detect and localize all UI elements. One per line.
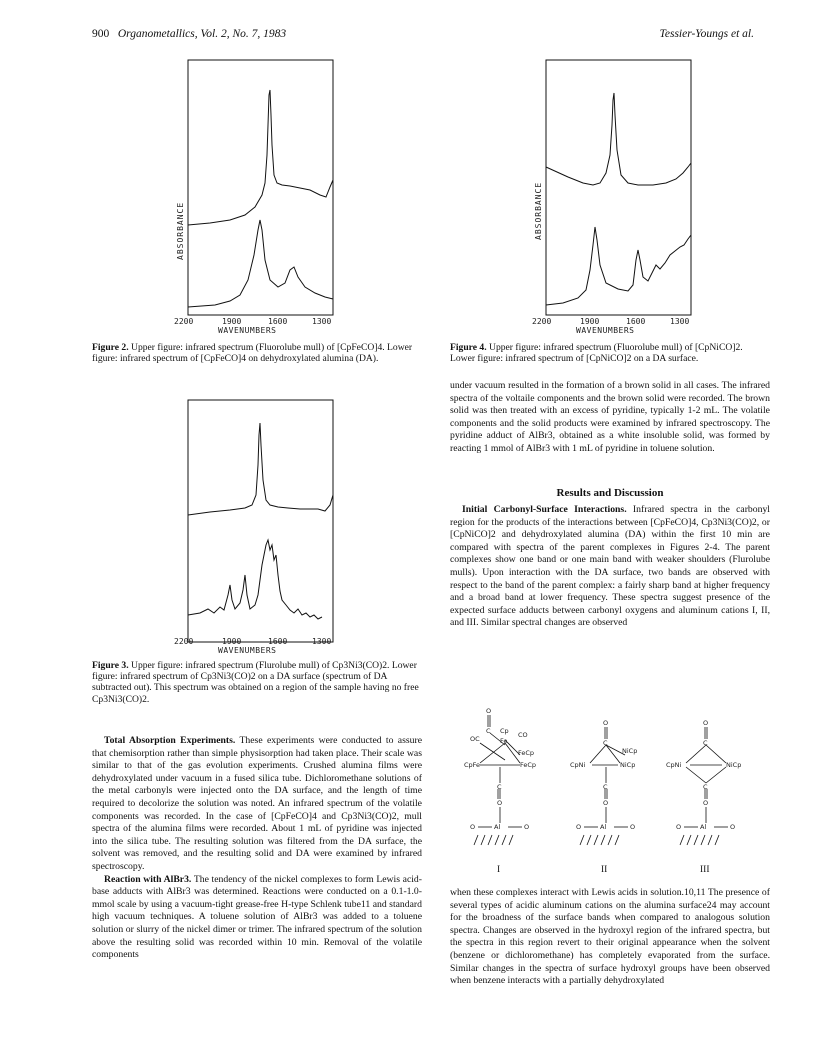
struct3-atom-o-right: O — [730, 823, 736, 831]
structure-label-I: I — [497, 865, 501, 875]
albr3-heading: Reaction with AlBr3. — [104, 873, 192, 885]
fig3-upper-spectrum — [188, 423, 333, 515]
figure-2-caption — [92, 342, 422, 364]
struct1-atom-o-right: O — [524, 823, 530, 831]
structure-label-II: II — [601, 865, 608, 875]
fig3-tick-2200: 2200 — [174, 637, 194, 646]
total-absorption-text: These experiments were conducted to assure that chemisorption rather than simple physisorption had taken place. Their scale was similar to that of the gas evolution experiments. Crushed alumina films were dehydroxylated under vacuum in a fused silica tube. Dichloromethane solutions of the metal carbonyls were injected onto the DA surface, and the length of time required to decolorize the solution was noted. An infrared spectrum of the volatile components was recorded. In the case of [CpFeCO]4 and Cp3Ni3(CO)2, mull spectra of the alumina films were recorded. About 1 mL of pyridine was injected into the silica tube. The resulting solution was filtered from the DA surface, the solvent was removed, and the resulting solid and DA were examined by infrared spectroscopy. — [92, 735, 423, 872]
fig3-caption-text: Upper figure: infrared spectrum (Flurolube mull) of Cp3Ni3(CO)2. Lower figure: infrared spectrum of Cp3Ni3(CO)2 on a DA surface (spectrum of DA subtracted out). This spectrum was obtained on a region of the sample having no free Cp3Ni3(CO)2. — [92, 660, 419, 705]
journal-citation: Organometallics, Vol. 2, No. 7, 1983 — [117, 28, 287, 40]
initial-carbonyl-text: Infrared spectra in the carbonyl region for the products of the interactions between [CpFeCO]4, Cp3Ni3(CO)2, or [CpNiCO]2 and dehydroxylated alumina (DA) within the first 10 min are compared with spectra of the parent complexes in Figures 2-4. The parent complexes show one band or one main band with weaker shoulders (Flurolube mulls). Upon interaction with the DA surface, two bands are observed with respect to the band of the parent complex: a fairly sharp band at higher frequency and a broad band at lower frequency. These spectra suggest presence of the expected surface adducts between carbonyl oxygens and aluminum cations I, II, and III. Similar spectral changes are observed — [450, 504, 770, 629]
struct2-atom-c-top: C — [603, 739, 608, 747]
fig4-caption-text: Upper figure: infrared spectrum (Fluorolube mull) of [CpNiCO]2. Lower figure: infrared spectrum of [CpNiCO]2 on a DA surface. — [450, 342, 743, 365]
struct2-atom-o-top: O — [603, 719, 609, 727]
fig3-caption-label: Figure 3. — [92, 660, 129, 671]
fig3-lower-spectrum — [188, 540, 322, 619]
figure-3-caption — [92, 660, 422, 705]
structure-label-III: III — [700, 865, 710, 875]
left-para-albr3 — [92, 874, 422, 962]
fig4-upper-spectrum — [546, 93, 691, 185]
figure-4-plot — [528, 55, 698, 335]
structures-diagram — [450, 705, 770, 855]
page-number: 900 — [92, 28, 110, 40]
fig3-tick-1900: 1900 — [222, 637, 242, 646]
fig2-tick-1600: 1600 — [268, 317, 288, 326]
struct2-atom-c-bottom: C — [603, 783, 608, 791]
left-column-body — [92, 735, 422, 962]
fig4-tick-1300: 1300 — [670, 317, 690, 326]
fig2-caption-text: Upper figure: infrared spectrum (Fluorolube mull) of [CpFeCO]4. Lower figure: infrared spectrum of [CpFeCO]4 on dehydroxylated alumina (DA). — [92, 342, 413, 365]
struct2-atom-o-bottom: O — [603, 799, 609, 807]
fig3-x-axis-label: WAVENUMBERS — [218, 646, 277, 655]
right-para-1: under vacuum resulted in the formation of a brown solid in all cases. The infrared spectra of the voltaile components and the brown solid were recorded. The brown solid was then treated with an excess of pyridine, typically 1-2 mL. The volatile components and the solid products were examined by infrared spectroscopy. The pyridine adduct of AlBr3, obtained as a white insoluble solid, was formed by reacting 1 mmol of AlBr3 with 1 mL of pyridine in toluene solution. — [450, 380, 770, 454]
fig2-tick-2200: 2200 — [174, 317, 194, 326]
right-column-bottom — [450, 887, 770, 988]
right-column-top — [450, 380, 770, 456]
figure-2-plot — [170, 55, 340, 335]
struct1-atom-cp: Cp — [500, 727, 509, 735]
fig2-x-axis-label: WAVENUMBERS — [218, 326, 277, 335]
figure-2 — [170, 55, 340, 335]
struct1-atom-fecp-upper: FeCp — [518, 749, 535, 757]
struct1-atom-c-bottom: C — [497, 783, 502, 791]
right-column-results — [450, 504, 770, 630]
struct2-atom-al: Al — [600, 823, 607, 831]
fig4-lower-spectrum — [546, 227, 691, 305]
fig4-y-axis-label: ABSORBANCE — [534, 181, 543, 240]
fig4-x-axis-label: WAVENUMBERS — [576, 326, 635, 335]
page-header-left — [92, 28, 286, 40]
fig3-tick-1300: 1300 — [312, 637, 332, 646]
figure-3 — [170, 395, 340, 675]
albr3-text: The tendency of the nickel complexes to form Lewis acid-base adducts with AlBr3 was determined. Reactions were conducted on a 0.1-1.0-mmol scale by using a vacuum-tight grease-free H-type Schlenk tube11 and standard high vacuum techniques. A toluene solution of AlBr3 was added to a toluene solution or slurry of the nickel dimer or trimer. The infrared spectrum of the solution above the resulting solid was recorded within 10 min. Removal of the volatile components — [92, 873, 423, 961]
right-para-3: when these complexes interact with Lewis acids in solution.10,11 The presence of several types of acidic aluminum cations on the alumina surface24 may account for the broadness of the surface bands when compared to analogous solution spectra. Changes are observed in the hydroxyl region of the infrared spectra, but the spectra in this region revert to their original appearance when the solvent (benzene or dichloromethane) has completely evaporated from the surface. Similar changes in the spectra of surface hydroxyl groups have been observed when benzene interacts with a partially dehydroxylated — [450, 887, 770, 987]
struct3-atom-o-top: O — [703, 719, 709, 727]
struct1-atom-o-bottom: O — [497, 799, 503, 807]
struct3-atom-nicp: NiCp — [726, 761, 742, 769]
fig2-lower-spectrum — [188, 220, 333, 307]
struct3-atom-al: Al — [700, 823, 707, 831]
fig4-tick-1900: 1900 — [580, 317, 600, 326]
left-para-total-absorption — [92, 735, 422, 874]
struct1-atom-co: CO — [518, 731, 528, 739]
figure-3-plot — [170, 395, 340, 675]
struct1-atom-c-top: C — [486, 727, 491, 735]
total-absorption-heading: Total Absorption Experiments. — [104, 735, 236, 746]
struct3-atom-o-left: O — [676, 823, 682, 831]
right-para-initial-carbonyl — [450, 504, 770, 630]
struct2-atom-nicp-upper: NiCp — [622, 747, 638, 755]
fig2-upper-spectrum — [188, 90, 333, 225]
struct3-atom-cpni: CpNi — [666, 761, 682, 769]
struct2-atom-o-right: O — [630, 823, 636, 831]
struct2-atom-cpni: CpNi — [570, 761, 586, 769]
struct3-atom-o-bottom: O — [703, 799, 709, 807]
fig3-tick-1600: 1600 — [268, 637, 288, 646]
struct2-atom-o-left: O — [576, 823, 582, 831]
fig2-caption-label: Figure 2. — [92, 342, 129, 353]
fig2-y-axis-label: ABSORBANCE — [176, 201, 185, 260]
struct1-atom-fecp-lower: FeCp — [520, 761, 537, 769]
struct1-atom-oc: OC — [470, 735, 480, 743]
initial-carbonyl-heading: Initial Carbonyl-Surface Interactions. — [462, 504, 627, 515]
struct1-atom-fe: Fe — [500, 737, 508, 745]
structures-lines — [450, 705, 770, 855]
page-header-authors: Tessier-Youngs et al. — [659, 28, 754, 40]
struct1-atom-o-top: O — [486, 707, 492, 715]
fig2-tick-1900: 1900 — [222, 317, 242, 326]
figure-4 — [528, 55, 698, 335]
figure-4-caption — [450, 342, 770, 364]
fig4-caption-label: Figure 4. — [450, 342, 487, 353]
struct1-atom-cpfe: CpFe — [464, 761, 481, 769]
section-title-results: Results and Discussion — [556, 487, 664, 499]
struct3-atom-c-bottom: C — [703, 783, 708, 791]
struct2-atom-nicp-lower: NiCp — [620, 761, 636, 769]
fig4-tick-2200: 2200 — [532, 317, 552, 326]
struct1-atom-al: Al — [494, 823, 501, 831]
fig2-tick-1300: 1300 — [312, 317, 332, 326]
struct1-atom-o-left: O — [470, 823, 476, 831]
struct3-atom-c-top: C — [703, 739, 708, 747]
fig4-tick-1600: 1600 — [626, 317, 646, 326]
